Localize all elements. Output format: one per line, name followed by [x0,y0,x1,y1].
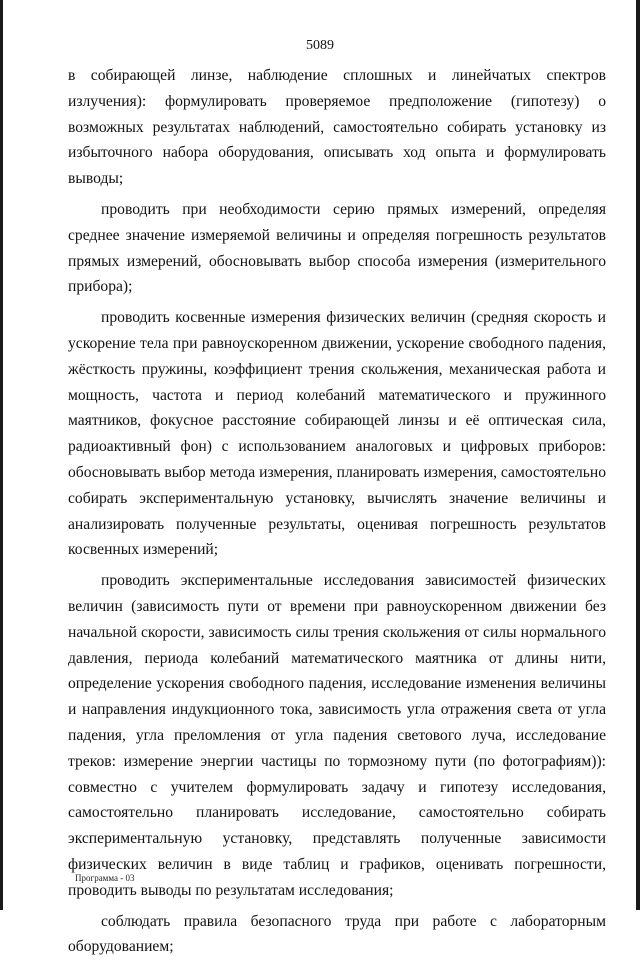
page-number: 5089 [0,38,640,54]
paragraph-indirect-measurements: проводить косвенные измерения физических величин (средняя скорость и ускорение тела при равноускоренном движении, ускорение свободного падения, жёсткость пружины, коэффициент трения скольжения, механическая работа и мощность, частота и период колебаний математического и пружинного маятников, фокусное расстояние собирающей линзы и её оптическая сила, радиоактивный фон) с использованием аналоговых и цифровых приборов: обосновывать выбор метода измерения, планировать измерения, самостоятельно собирать экспериментальную установку, вычислять значение величины и анализировать полученные результаты, оценивая погрешность результатов косвенных измерений; [68,305,606,563]
paragraph-continuation: в собирающей линзе, наблюдение сплошных и линейчатых спектров излучения): формулировать проверяемое предположение (гипотезу) о возможных результатах наблюдений, самостоятельно собирать установку из избыточного набора оборудования, описывать ход опыта и формулировать выводы; [68,63,606,192]
paragraph-direct-measurements: проводить при необходимости серию прямых измерений, определяя среднее значение измеряемой величины и определяя погрешность результатов прямых измерений, обосновывать выбор способа измерения (измерительного прибора); [68,197,606,300]
document-body [68,63,606,960]
footer-label: Программа - 03 [75,873,135,883]
paragraph-safety-rules: соблюдать правила безопасного труда при работе с лабораторным оборудованием; [68,909,606,960]
scan-border-left [0,0,3,910]
scan-border-right [636,0,640,910]
paragraph-experimental-research: проводить экспериментальные исследования зависимостей физических величин (зависимость пути от времени при равноускоренном движении без начальной скорости, зависимость силы трения скольжения от силы нормального давления, периода колебаний математического маятника от длины нити, определение ускорения свободного падения, исследование изменения величины и направления индукционного тока, зависимость угла отражения света от угла падения, угла преломления от угла падения светового луча, исследование треков: измерение энергии частицы по тормозному пути (по фотографиям)): совместно с учителем формулировать задачу и гипотезу исследования, самостоятельно планировать исследование, самостоятельно собирать экспериментальную установку, представлять полученные зависимости физических величин в виде таблиц и графиков, оценивать погрешности, проводить выводы по результатам исследования; [68,568,606,903]
